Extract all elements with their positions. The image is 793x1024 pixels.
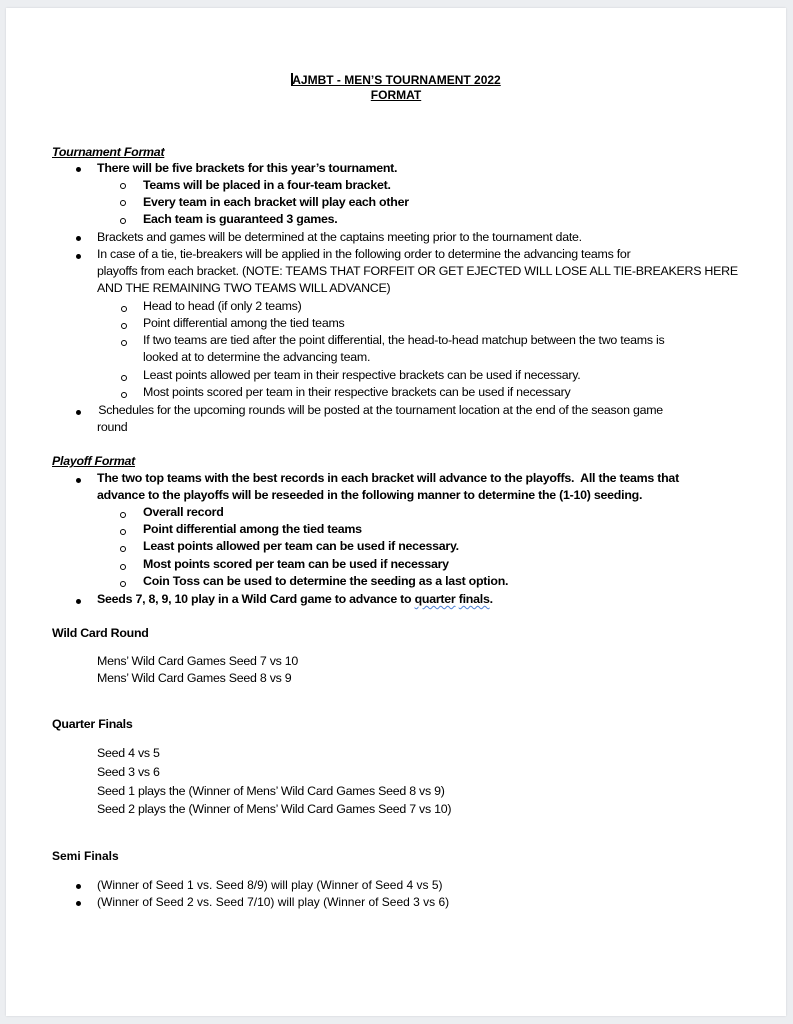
circle-bullet-icon [120,200,126,206]
section-heading-tournament-format: Tournament Format [52,145,165,159]
bullet-icon [76,167,81,172]
sub-list-item: Point differential among the tied teams [143,316,345,330]
sub-list-item: Overall record [143,505,224,519]
bullet-icon [76,599,81,604]
section-heading-quarter-finals: Quarter Finals [52,717,133,731]
sub-list-item: Point differential among the tied teams [143,522,362,536]
section-heading-wild-card-round: Wild Card Round [52,626,149,640]
sub-list-item: Each team is guaranteed 3 games. [143,212,338,226]
document-page [6,8,786,1016]
game-line: Seed 1 plays the (Winner of Mens’ Wild Card Games Seed 8 vs 9) [97,784,445,798]
circle-bullet-icon [120,183,126,189]
game-line: Seed 3 vs 6 [97,765,160,779]
circle-bullet-icon [120,218,126,224]
bullet-icon [76,236,81,241]
circle-bullet-icon [120,564,126,570]
circle-bullet-icon [121,340,127,346]
bullet-icon [76,478,81,483]
sub-list-item: Least points allowed per team in their respective brackets can be used if necessary. [143,368,581,382]
list-item-line: round [97,420,128,434]
list-item-line: AND THE REMAINING TWO TEAMS WILL ADVANCE) [97,281,391,295]
game-line: Mens’ Wild Card Games Seed 7 vs 10 [97,654,299,668]
sub-list-item: Head to head (if only 2 teams) [143,299,302,313]
game-line: Mens’ Wild Card Games Seed 8 vs 9 [97,671,292,685]
bullet-icon [76,884,81,889]
sub-list-item: If two teams are tied after the point differential, the head-to-head matchup between the two teams is [143,333,665,347]
circle-bullet-icon [121,323,127,329]
document-subtitle: FORMAT [370,88,422,102]
circle-bullet-icon [120,546,126,552]
sub-list-item: Most points scored per team in their respective brackets can be used if necessary [143,385,571,399]
sub-list-item: Every team in each bracket will play each other [143,195,409,209]
game-line: Seed 2 plays the (Winner of Mens’ Wild Card Games Seed 7 vs 10) [97,802,452,816]
list-item-line: In case of a tie, tie-breakers will be applied in the following order to determine the advancing teams for [97,247,631,261]
sub-list-item: Most points scored per team can be used if necessary [143,557,449,571]
circle-bullet-icon [120,581,126,587]
spellcheck-word[interactable]: quarter [414,592,456,606]
game-line: (Winner of Seed 2 vs. Seed 7/10) will play (Winner of Seed 3 vs 6) [97,895,450,909]
title-line-1: AJMBT - MEN’S TOURNAMENT 2022 [292,73,501,87]
list-item-punctuation: . [489,592,493,606]
circle-bullet-icon [120,512,126,518]
sub-list-item-line: looked at to determine the advancing team. [143,350,371,364]
list-item [97,591,493,608]
circle-bullet-icon [121,392,127,398]
circle-bullet-icon [120,529,126,535]
circle-bullet-icon [121,375,127,381]
list-item-text: Seeds 7, 8, 9, 10 play in a Wild Card game to advance to [97,592,415,606]
section-heading-playoff-format: Playoff Format [52,454,136,468]
list-item-line: Schedules for the upcoming rounds will be posted at the tournament location at the end of the season game [95,403,663,417]
spellcheck-word[interactable]: finals [458,592,490,606]
circle-bullet-icon [121,306,127,312]
section-heading-semi-finals: Semi Finals [52,849,119,863]
document-title [6,73,786,88]
list-item: Brackets and games will be determined at the captains meeting prior to the tournament date. [97,230,582,244]
bullet-icon [76,901,81,906]
sub-list-item: Coin Toss can be used to determine the seeding as a last option. [143,574,509,588]
game-line: (Winner of Seed 1 vs. Seed 8/9) will play (Winner of Seed 4 vs 5) [97,878,443,892]
bullet-icon [76,254,81,259]
sub-list-item: Least points allowed per team can be used if necessary. [143,539,459,553]
list-item-line: The two top teams with the best records in each bracket will advance to the playoffs. All the teams that [97,471,679,485]
list-item-line: playoffs from each bracket. (NOTE: TEAMS THAT FORFEIT OR GET EJECTED WILL LOSE ALL TIE-BREAKERS HERE [97,264,738,278]
list-item: There will be five brackets for this year’s tournament. [97,161,398,175]
game-line: Seed 4 vs 5 [97,746,160,760]
list-item-line: advance to the playoffs will be reseeded in the following manner to determine the (1-10) seeding. [97,488,643,502]
sub-list-item: Teams will be placed in a four-team bracket. [143,178,391,192]
bullet-icon [76,410,81,415]
